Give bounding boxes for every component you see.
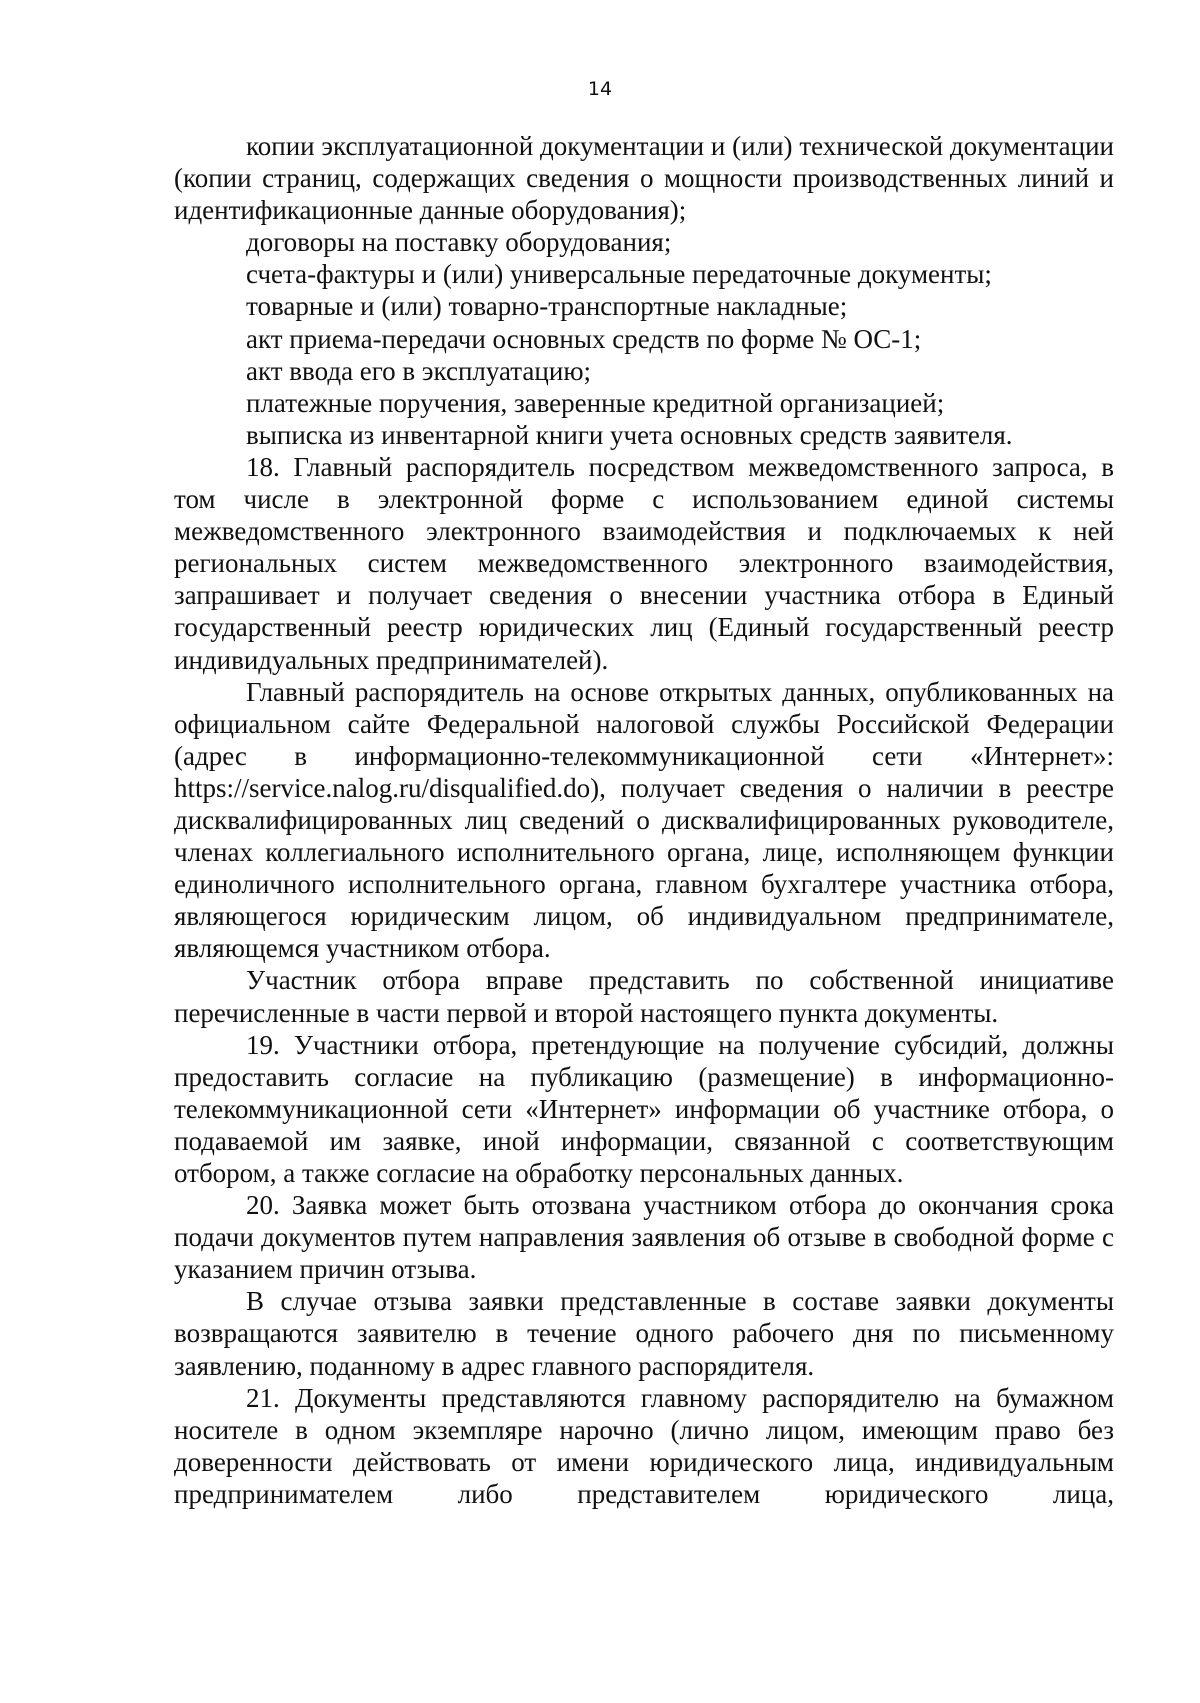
page-number: 14 bbox=[587, 78, 613, 100]
paragraph-open-data: Главный распорядитель на основе открытых данных, опубликованных на официальном сайте Федеральной налоговой службы Российской Федерации (адрес в информационно-телекоммуникационной сети «Интернет»: https://service.nalog.ru/disqualified.do), получает сведения о наличии в реестре дисквалифицированных лиц сведений о дисквалифицированных руководителе, членах коллегиального исполнительного органа, лице, исполняющем функции единоличного исполнительного органа, главном бухгалтере участника отбора, являющегося юридическим лицом, об индивидуальном предпринимателе, являющемся участником отбора. bbox=[174, 676, 1114, 964]
paragraph-waybills: товарные и (или) товарно-транспортные накладные; bbox=[246, 291, 848, 322]
paragraph-own-initiative: Участник отбора вправе представить по собственной инициативе перечисленные в части первой и второй настоящего пункта документы. bbox=[174, 965, 1114, 1028]
paragraph-invoices: счета-фактуры и (или) универсальные передаточные документы; bbox=[246, 259, 992, 290]
paragraph-withdrawal: В случае отзыва заявки представленные в составе заявки документы возвращаются заявителю в течение одного рабочего дня по письменному заявлению, поданному в адрес главного распорядителя. bbox=[174, 1286, 1114, 1381]
paragraph-documentation-copies: копии эксплуатационной документации и (или) технической документации (копии страниц, содержащих сведения о мощности производственных линий и идентификационные данные оборудования); bbox=[174, 131, 1114, 226]
paragraph-18: 18. Главный распорядитель посредством межведомственного запроса, в том числе в электронной форме с использованием единой системы межведомственного электронного взаимодействия и подключаемых к ней региональных систем межведомственного электронного взаимодействия, запрашивает и получает сведения о внесении участника отбора в Единый государственный реестр юридических лиц (Единый государственный реестр индивидуальных предпринимателей). bbox=[174, 451, 1114, 675]
paragraph-payment-orders: платежные поручения, заверенные кредитной организацией; bbox=[246, 387, 945, 418]
document-body bbox=[174, 130, 1114, 1510]
paragraph-supply-contracts: договоры на поставку оборудования; bbox=[246, 227, 672, 258]
paragraph-inventory-extract: выписка из инвентарной книги учета основных средств заявителя. bbox=[246, 419, 1013, 450]
paragraph-20: 20. Заявка может быть отозвана участником отбора до окончания срока подачи документов путем направления заявления об отзыве в свободной форме с указанием причин отзыва. bbox=[174, 1190, 1114, 1285]
paragraph-transfer-act: акт приема-передачи основных средств по форме № ОС-1; bbox=[246, 323, 922, 354]
paragraph-21: 21. Документы представляются главному распорядителю на бумажном носителе в одном экземпляре нарочно (лично лицом, имеющим право без доверенности действовать от имени юридического лица, индивидуальным предпринимателем либо представителем юридического лица, bbox=[174, 1382, 1114, 1509]
paragraph-19: 19. Участники отбора, претендующие на получение субсидий, должны предоставить согласие на публикацию (размещение) в информационно-телекоммуникационной сети «Интернет» информации об участнике отбора, о подаваемой им заявке, иной информации, связанной с соответствующим отбором, а также согласие на обработку персональных данных. bbox=[174, 1029, 1114, 1188]
paragraph-commissioning-act: акт ввода его в эксплуатацию; bbox=[246, 355, 591, 386]
